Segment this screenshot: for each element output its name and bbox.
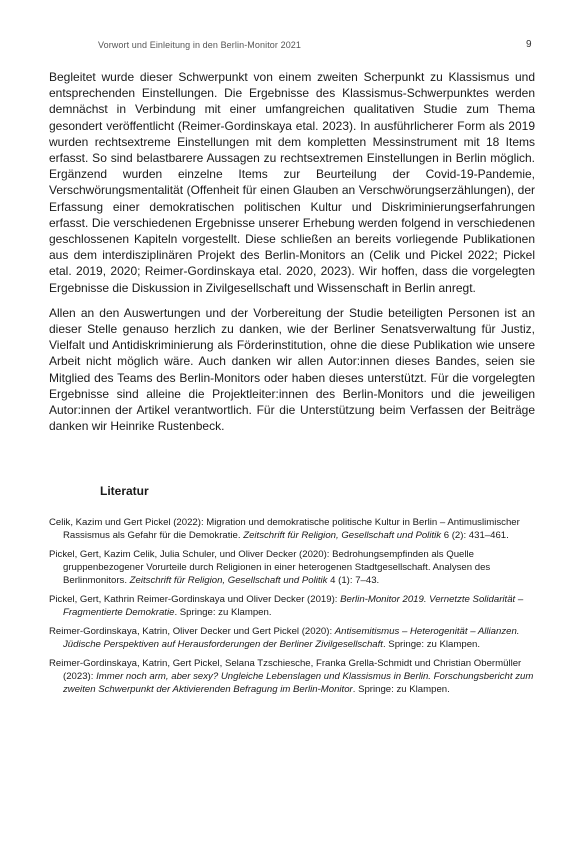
body-text [49, 69, 535, 443]
reference-details: 6 (2): 431–461. [441, 530, 509, 542]
reference-text: Pickel, Gert, Kathrin Reimer-Gordinskaya und Oliver Decker (2019): [49, 594, 341, 606]
running-head: Vorwort und Einleitung in den Berlin-Monitor 2021 [98, 40, 302, 50]
reference-title: Zeitschrift für Religion, Gesellschaft und Politik [129, 575, 328, 587]
reference-text: Pickel, Gert, Kazim Celik, Julia Schuler, und Oliver Decker (2020): Bedrohungsempfinden als Quelle gruppenbezogener Vorurteile durch Religionen in einer heterogenen Stadtgesellschaft. Analysen des Berlinmonitors. [49, 548, 491, 587]
body-paragraph: Begleitet wurde dieser Schwerpunkt von einem zweiten Scherpunkt zu Klassismus und entsprechenden Einstellungen. Die Ergebnisse des Klassismus-Schwerpunktes werden demnächst in Verbindung mit einer umfangreichen qualitativen Studie zum Thema gesondert veröffentlicht (Reimer-Gordinskaya etal. 2023). In ausführlicherer Form als 2019 wurden rechtsextreme Einstellungen mit dem kompletten Messinstrument mit 18 Items erfasst. So sind belastbarere Aussagen zu rechtsextremen Einstellungen in Berlin möglich. Ergänzend wurden einzelne Items zur Beurteilung der Covid-19-Pandemie, Verschwörungsmentalität (Offenheit für einen Glauben an Verschwörungserzählungen), der Erfassung einer demokratischen politischen Kultur und Diskriminierungserfahrungen erfasst. Die verschiedenen Ergebnisse unserer Erhebung werden folgend in verschiedenen geschlossenen Kapiteln vorgestellt. Diese schließen an bereits vorliegende Publikationen aus dem interdisziplinären Projekt des Berlin-Monitors an (Celik und Pickel 2022; Pickel etal. 2019, 2020; Reimer-Gordinskaya etal. 2020, 2023). Wir hoffen, dass die vorgelegten Ergebnisse die Diskussion in Zivilgesellschaft und Wissenschaft in Berlin anregt. [49, 70, 535, 295]
reference-item [49, 548, 535, 588]
reference-details: . Springe: zu Klampen. [174, 607, 272, 619]
reference-item [49, 593, 535, 620]
reference-text: Celik, Kazim und Gert Pickel (2022): Migration und demokratische politische Kultur in Berlin – Antimuslimischer Rassismus als Gefahr für die Demokratie. [49, 517, 520, 542]
reference-item [49, 625, 535, 652]
reference-details: 4 (1): 7–43. [327, 575, 380, 587]
reference-item [49, 657, 535, 697]
reference-title: Zeitschrift für Religion, Gesellschaft und Politik [243, 530, 442, 542]
reference-details: . Springe: zu Klampen. [352, 684, 450, 696]
reference-text: Reimer-Gordinskaya, Katrin, Oliver Decker und Gert Pickel (2020): [49, 625, 335, 637]
reference-list [49, 516, 535, 702]
reference-details: . Springe: zu Klampen. [382, 639, 481, 651]
reference-title: Antisemitismus – Heterogenität – Allianzen. Jüdische Perspektiven auf Herausforderungen der Berliner Zivilgesellschaft [63, 625, 520, 651]
reference-title: Immer noch arm, aber sexy? Ungleiche Lebenslagen und Klassismus in Berlin. Forschungsbericht zum zweiten Schwerpunkt der Aktivierenden Befragung im Berlin-Monitor [63, 671, 534, 696]
body-paragraph: Allen an den Auswertungen und der Vorbereitung der Studie beteiligten Personen ist an dieser Stelle genauso herzlich zu danken, wie der Berliner Senatsverwaltung für Justiz, Vielfalt und Antidiskriminierung als Förderinstitution, ohne die diese Publikation wie unsere Arbeit nicht möglich wäre. Auch danken wir allen Autor:innen dieses Bandes, seien sie Mitglied des Teams des Berlin-Monitors oder haben dieses unterstützt. Für die vorgelegten Ergebnisse sind alleine die Projektleiter:innen des Berlin-Monitors und die jeweiligen Autor:innen der Artikel verantwortlich. Für die Unterstützung beim Verfassen der Beiträge danken wir Heinrike Rustenbeck. [49, 305, 535, 434]
reference-item [49, 516, 535, 543]
reference-text: Reimer-Gordinskaya, Katrin, Gert Pickel, Selana Tzschiesche, Franka Grella-Schmidt und Christian Obermüller (2023): [49, 657, 522, 683]
literature-heading: Literatur [100, 484, 149, 498]
page-number: 9 [526, 39, 532, 50]
reference-title: Berlin-Monitor 2019. Vernetzte Solidarität – Fragmentierte Demokratie [63, 594, 524, 619]
